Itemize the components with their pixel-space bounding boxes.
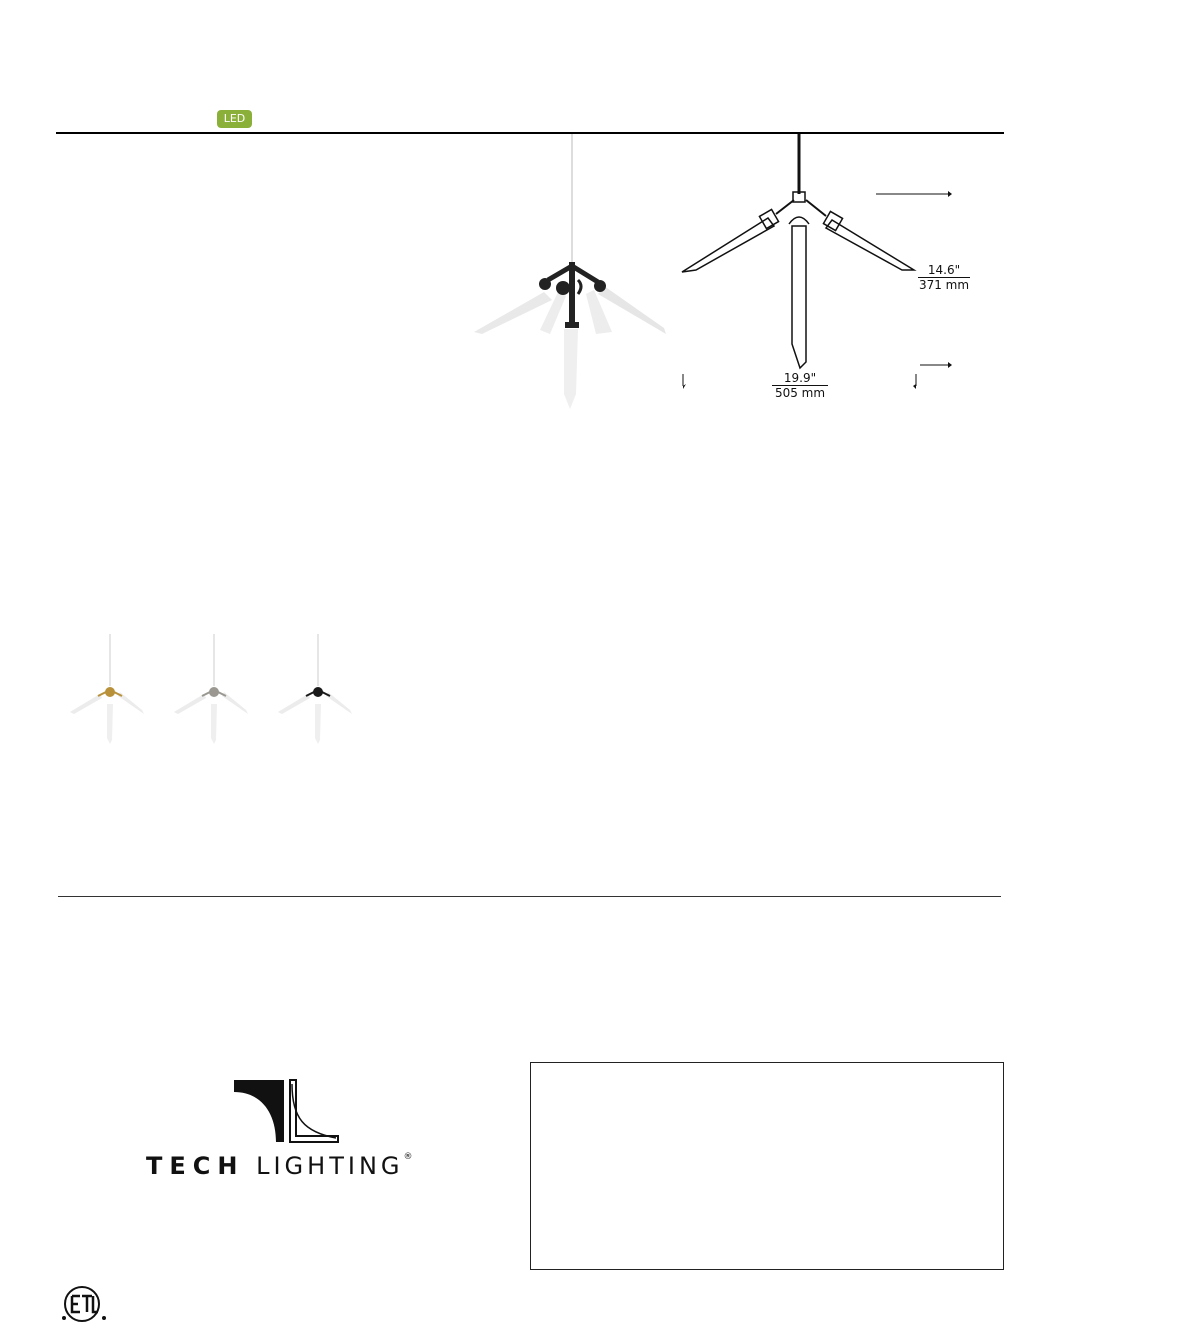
height-metric: 505 mm xyxy=(772,385,828,400)
order-info-box xyxy=(530,1062,1004,1270)
height-imperial: 19.9" xyxy=(783,371,817,385)
led-badge: LED xyxy=(217,110,252,128)
tech-lighting-logo-icon xyxy=(232,1078,344,1144)
width-metric: 371 mm xyxy=(918,278,970,292)
pendant-render-image xyxy=(466,134,676,419)
height-dimension-label xyxy=(772,371,828,400)
width-dimension-label xyxy=(918,263,970,292)
registered-mark: ® xyxy=(403,1152,413,1162)
pendant-aged-brass-icon xyxy=(68,634,148,746)
section-divider xyxy=(58,896,1001,897)
logo-word-lighting: LIGHTING xyxy=(256,1152,404,1180)
etl-listed-icon xyxy=(58,1284,110,1324)
pendant-satin-nickel-icon xyxy=(172,634,252,746)
pendant-black-icon xyxy=(276,634,356,746)
tech-lighting-wordmark xyxy=(146,1152,413,1180)
width-imperial: 14.6" xyxy=(927,263,961,277)
logo-word-tech: TECH xyxy=(146,1152,245,1180)
